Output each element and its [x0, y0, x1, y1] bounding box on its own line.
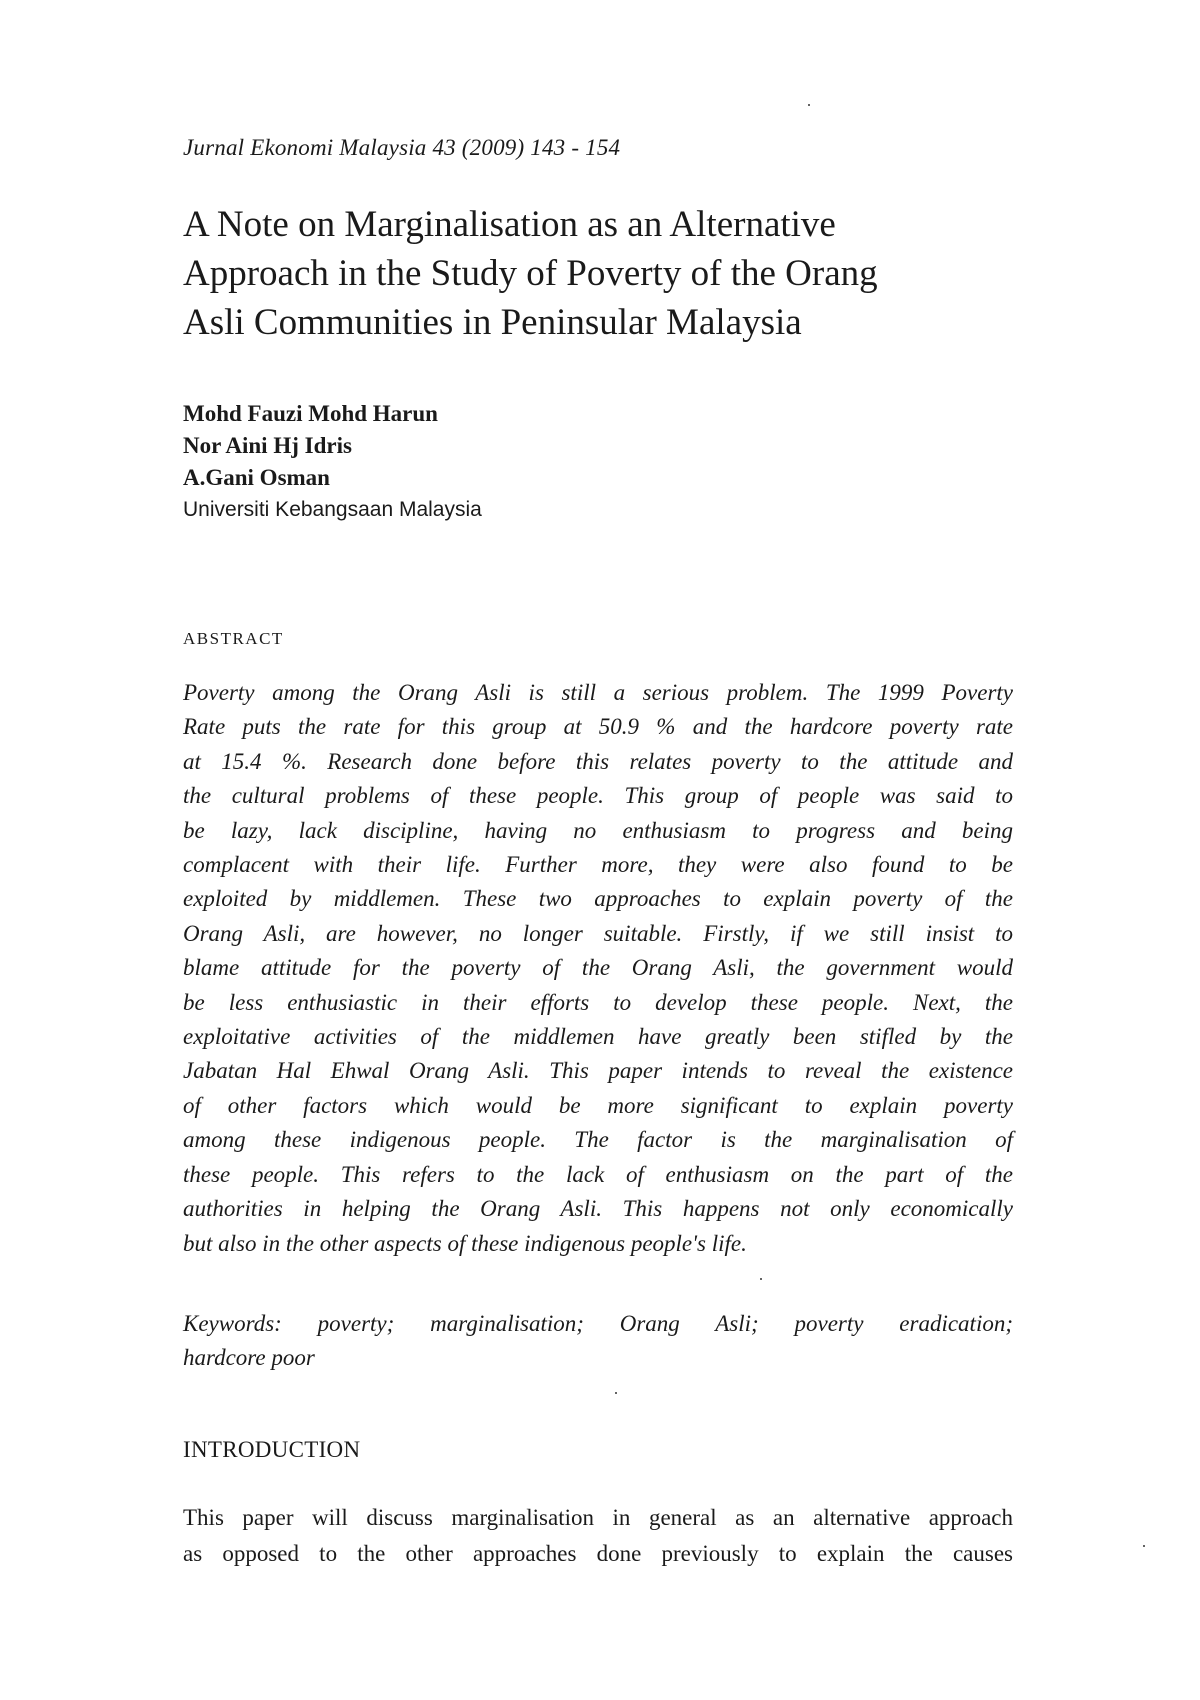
title-line: Asli Communities in Peninsular Malaysia	[183, 302, 802, 343]
section-heading-introduction: INTRODUCTION	[183, 1437, 361, 1462]
abstract-line: authorities in helping the Orang Asli. This happens not only economically	[183, 1196, 1013, 1222]
journal-reference: Jurnal Ekonomi Malaysia 43 (2009) 143 - 154	[183, 135, 621, 160]
abstract-line: the cultural problems of these people. This group of people was said to	[183, 783, 1013, 809]
abstract-line: Rate puts the rate for this group at 50.9 % and the hardcore poverty rate	[183, 714, 1013, 740]
scan-speck	[808, 104, 810, 106]
abstract-line: blame attitude for the poverty of the Orang Asli, the government would	[183, 955, 1013, 981]
abstract-line: among these indigenous people. The factor is the marginalisation of	[183, 1127, 1013, 1153]
author-block	[183, 398, 482, 526]
keywords	[183, 1307, 1013, 1375]
title-line: Approach in the Study of Poverty of the Orang	[183, 253, 878, 294]
scan-speck	[760, 1278, 762, 1280]
paper-title	[183, 200, 1013, 347]
author-name: Mohd Fauzi Mohd Harun	[183, 401, 438, 426]
abstract-line: Jabatan Hal Ehwal Orang Asli. This paper intends to reveal the existence	[183, 1058, 1013, 1084]
introduction-text	[183, 1500, 1013, 1572]
abstract-line: exploitative activities of the middlemen have greatly been stifled by the	[183, 1024, 1013, 1050]
abstract-line: exploited by middlemen. These two approaches to explain poverty of the	[183, 886, 1013, 912]
abstract-text	[183, 676, 1013, 1261]
abstract-line: but also in the other aspects of these indigenous people's life.	[183, 1230, 747, 1256]
author-name: Nor Aini Hj Idris	[183, 433, 352, 458]
abstract-line: these people. This refers to the lack of enthusiasm on the part of the	[183, 1161, 1013, 1187]
introduction-line: This paper will discuss marginalisation in general as an alternative approach	[183, 1505, 1013, 1530]
abstract-line: be lazy, lack discipline, having no enthusiasm to progress and being	[183, 817, 1013, 843]
keywords-line: hardcore poor	[183, 1345, 315, 1370]
paper-page	[183, 0, 1013, 1700]
title-line: A Note on Marginalisation as an Alternative	[183, 204, 836, 245]
author-name: A.Gani Osman	[183, 465, 330, 490]
abstract-heading: ABSTRACT	[183, 629, 284, 648]
scan-speck	[615, 1392, 617, 1394]
scan-speck	[1143, 1545, 1145, 1547]
abstract-line: of other factors which would be more significant to explain poverty	[183, 1092, 1013, 1118]
abstract-line: at 15.4 %. Research done before this relates poverty to the attitude and	[183, 748, 1013, 774]
abstract-line: be less enthusiastic in their efforts to develop these people. Next, the	[183, 989, 1013, 1015]
abstract-line: Poverty among the Orang Asli is still a serious problem. The 1999 Poverty	[183, 680, 1013, 705]
abstract-line: complacent with their life. Further more, they were also found to be	[183, 852, 1013, 878]
abstract-line: Orang Asli, are however, no longer suitable. Firstly, if we still insist to	[183, 920, 1013, 946]
keywords-line: Keywords: poverty; marginalisation; Orang Asli; poverty eradication;	[183, 1311, 1013, 1336]
author-affiliation: Universiti Kebangsaan Malaysia	[183, 498, 482, 521]
introduction-line: as opposed to the other approaches done previously to explain the causes	[183, 1541, 1013, 1566]
